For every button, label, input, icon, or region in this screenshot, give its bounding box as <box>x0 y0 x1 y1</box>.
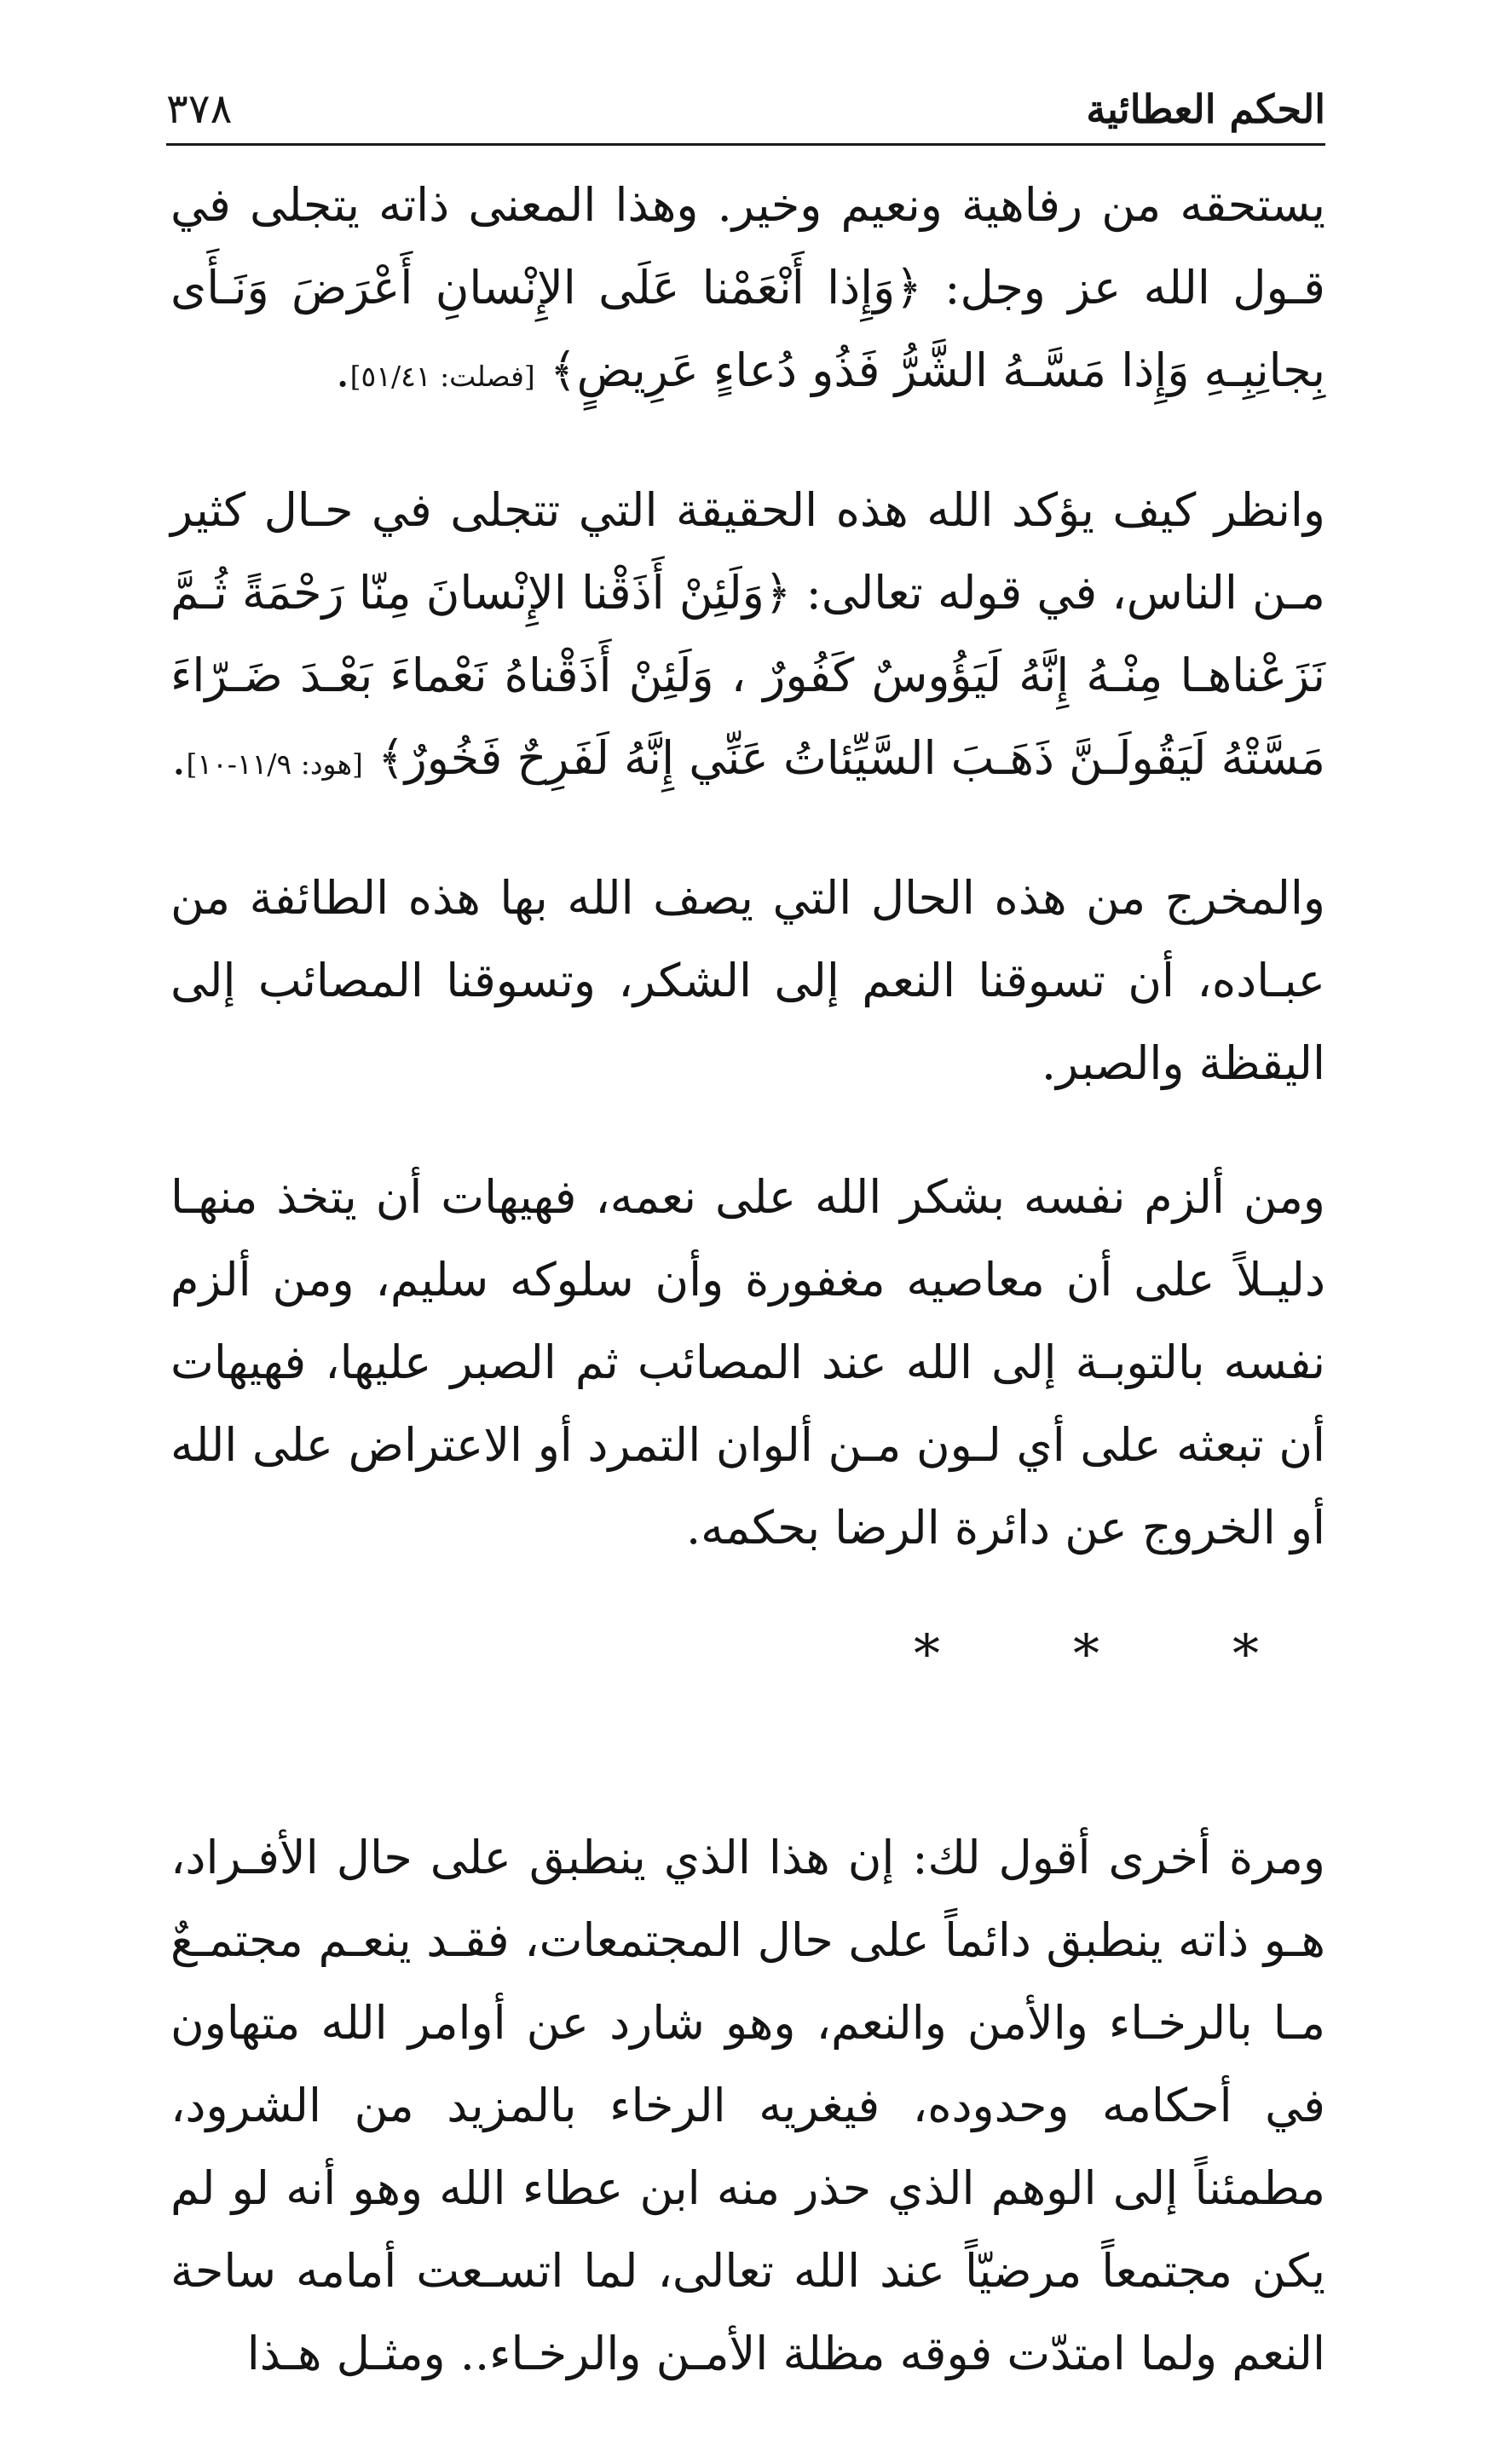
verse-reference: [هود: ١١/٩-١٠] <box>186 747 363 781</box>
paragraph-3: والمخرج من هذه الحال التي يصف الله بها هذه الطائفة من عبـاده، أن تسوقنا النعم إلى الشكر، وتسوقنا المصائب إلى اليقظة والصبر. <box>170 871 1325 1090</box>
quran-verse: ﴿وَإِذا أَنْعَمْنا عَلَى الإِنْسانِ أَعْرَضَ وَنَـأَى بِجانِبِـهِ وَإِذا مَسَّـهُ الشَّرُّ فَذُو دُعاءٍ عَرِيضٍ﴾ <box>170 261 1325 397</box>
paragraph-end: . <box>335 343 350 397</box>
section-divider <box>170 1620 1325 1688</box>
paragraph-4: ومن ألزم نفسه بشكر الله على نعمه، فهيهات أن يتخذ منهـا دليـلاً على أن معاصيه مغفورة وأن سلوكه سليم، ومن ألزم نفسه بالتوبـة إلى الله عند المصائب ثم الصبر عليها، فهيهات أن تبعثه على أي لـون مـن ألوان التمرد أو الاعتراض على الله أو الخروج عن دائرة الرضا بحكمه. <box>170 1170 1325 1555</box>
divider-asterisk: * <box>1073 1623 1099 1685</box>
paragraph-text: يستحقه من رفاهية ونعيم وخير. وهذا المعنى ذاته يتجلى في قـول الله عز وجل: <box>170 178 1325 314</box>
paragraph-5: ومرة أخرى أقول لك: إن هذا الذي ينطبق على حال الأفـراد، هـو ذاته ينطبق دائماً على حال المجتمعات، فقـد ينعـم مجتمـعٌ مـا بالرخـاء والأمن والنعم، وهو شارد عن أوامر الله متهاون في أحكامه وحدوده، فيغريه الرخاء بالمزيد من الشرود، مطمئناً إلى الوهم الذي حذر منه ابن عطاء الله وهو أنه لو لم يكن مجتمعاً مرضيّاً عند الله تعالى، لما اتسـعت أمامه ساحة النعم ولما امتدّت فوقه مظلة الأمـن والرخـاء.. ومثـل هـذا <box>170 1831 1326 2380</box>
divider-asterisk: * <box>1232 1623 1259 1685</box>
body-text <box>170 164 1325 2446</box>
running-head <box>166 78 1325 140</box>
paragraph-2 <box>170 469 1325 805</box>
book-title: الحكم العطائية <box>1086 86 1325 132</box>
paragraph-text: وانظر كيف يؤكد الله هذه الحقيقة التي تتجلى في حـال كثير مـن الناس، في قوله تعالى: <box>170 483 1325 620</box>
quran-verse: ﴿وَلَئِنْ أَذَقْنا الإِنْسانَ مِنّا رَحْمَةً ثُـمَّ نَزَعْناهـا مِنْـهُ إِنَّهُ لَيَؤُوسٌ كَفُورٌ ، وَلَئِنْ أَذَقْناهُ نَعْماءَ بَعْـدَ ضَـرّاءَ مَسَّتْهُ لَيَقُولَـنَّ ذَهَـبَ السَّيِّئاتُ عَنِّي إِنَّهُ لَفَرِحٌ فَخُورٌ﴾ <box>170 566 1325 785</box>
verse-reference: [فصلت: ٥١/٤١] <box>349 360 535 393</box>
paragraph-end: . <box>171 731 187 785</box>
header-rule <box>166 143 1325 146</box>
page-number: ٣٧٨ <box>166 85 233 133</box>
paragraph-1 <box>170 164 1325 418</box>
divider-asterisk: * <box>914 1623 940 1685</box>
